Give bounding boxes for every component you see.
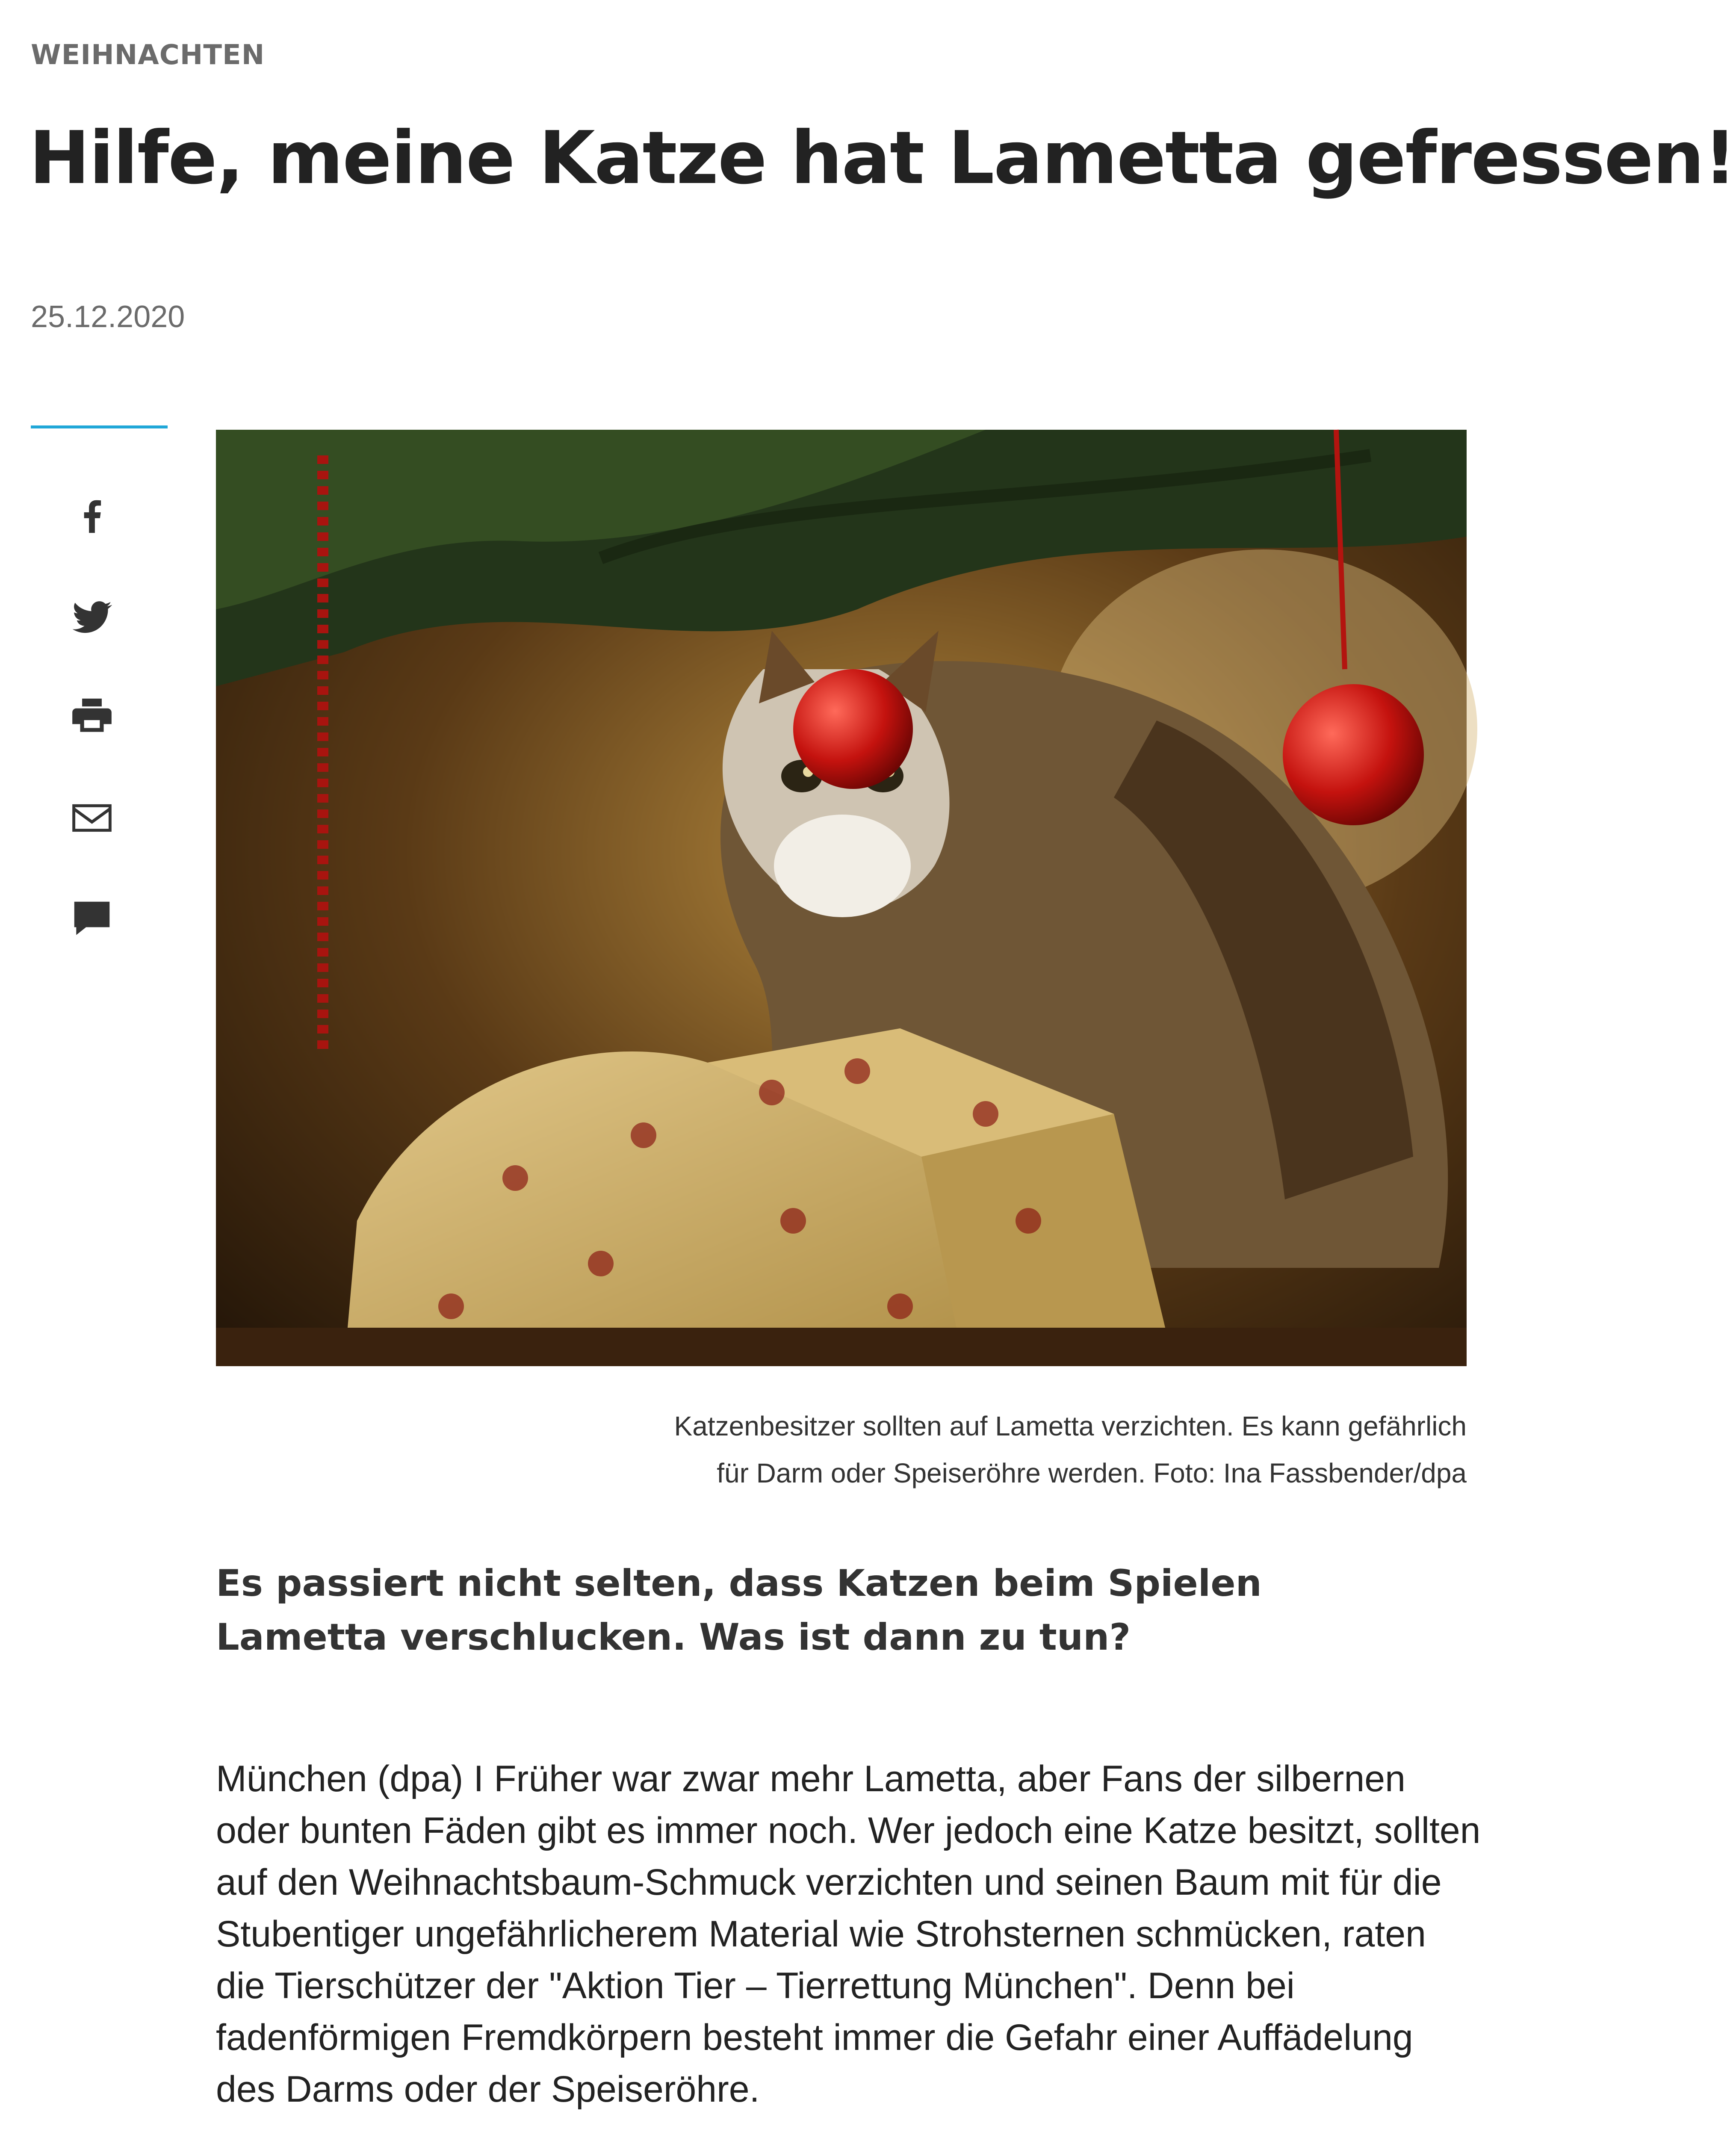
article-title: Hilfe, meine Katze hat Lametta gefressen! bbox=[29, 116, 1736, 201]
share-bar-rule bbox=[31, 425, 168, 428]
article-teaser: Es passiert nicht selten, dass Katzen beim Spielen Lametta verschlucken. Was ist dann zu tun? bbox=[216, 1562, 1262, 1659]
photo-caption-line: Katzenbesitzer sollten auf Lametta verzichten. Es kann gefährlich bbox=[674, 1411, 1467, 1441]
share-twitter-button[interactable] bbox=[68, 594, 115, 641]
facebook-icon bbox=[68, 492, 115, 539]
article-body bbox=[216, 1753, 1482, 2138]
article-photo bbox=[216, 430, 1467, 1366]
mail-icon bbox=[68, 794, 115, 842]
article-date: 25.12.2020 bbox=[31, 300, 185, 334]
article-category: WEIHNACHTEN bbox=[31, 39, 265, 71]
share-facebook-button[interactable] bbox=[68, 492, 115, 539]
cat-christmas-photo bbox=[216, 430, 1467, 1366]
comment-button[interactable] bbox=[68, 896, 115, 943]
print-button[interactable] bbox=[68, 693, 115, 740]
twitter-icon bbox=[68, 594, 115, 641]
body-paragraph: München (dpa) I Früher war zwar mehr Lametta, aber Fans der silbernen oder bunten Fäden gibt es immer noch. Wer jedoch eine Katze besitzt, sollten auf den Weihnachtsbaum-Schmuck verzichten und seinen Baum mit für die Stubentiger ungefährlicherem Material wie Strohsternen schmücken, raten die Tierschützer der "Aktion Tier – Tierrettung München". Denn bei fadenförmigen Fremdkörpern besteht immer die Gefahr einer Auffädelung des Darms oder der Speiseröhre. bbox=[216, 1758, 1481, 2110]
share-mail-button[interactable] bbox=[68, 794, 115, 842]
comment-icon bbox=[68, 896, 115, 943]
photo-caption bbox=[216, 1403, 1467, 1497]
photo-caption-line: für Darm oder Speiseröhre werden. Foto: Ina Fassbender/dpa bbox=[717, 1458, 1467, 1488]
print-icon bbox=[68, 693, 115, 740]
